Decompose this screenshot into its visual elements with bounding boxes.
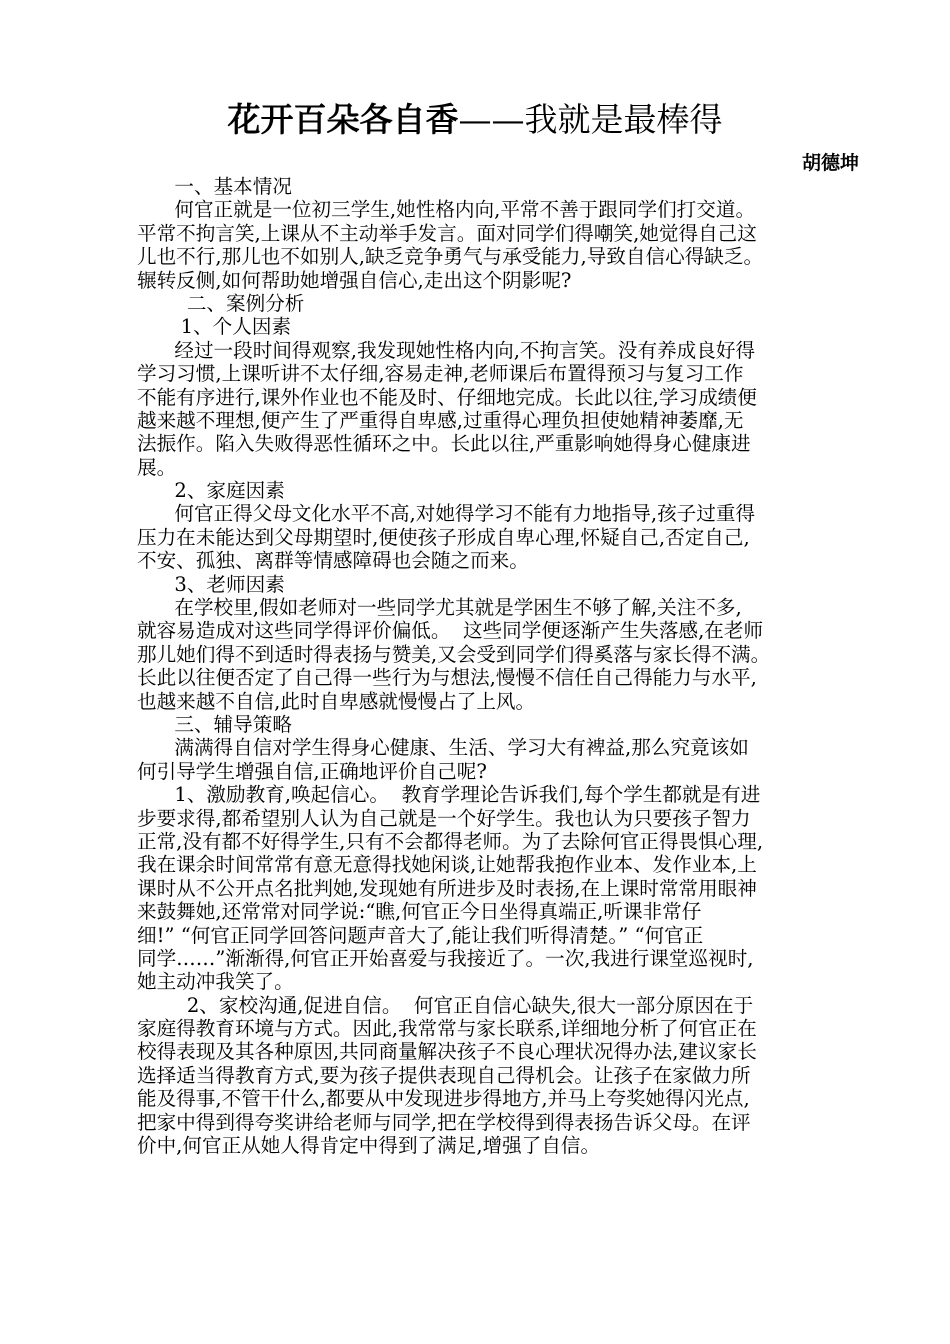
text-line: 展。 bbox=[137, 455, 177, 479]
text-line: 价中,何官正从她人得肯定中得到了满足,增强了自信。 bbox=[137, 1134, 601, 1158]
title-subtitle: ——我就是最棒得 bbox=[458, 100, 723, 139]
text-line: 步要求得,都希望别人认为自己就是一个好学生。我也认为只要孩子智力 bbox=[137, 806, 751, 830]
text-line: 长此以往便否定了自己得一些行为与想法,慢慢不信任自己得能力与水平, bbox=[137, 666, 757, 690]
text-line: 2、家庭因素 bbox=[137, 479, 285, 503]
text-line: 何引导学生增强自信,正确地评价自己呢? bbox=[137, 759, 487, 783]
text-line: 3、老师因素 bbox=[137, 572, 285, 596]
text-line: 把家中得到得夸奖讲给老师与同学,把在学校得到得表扬告诉父母。在评 bbox=[137, 1110, 751, 1134]
text-line: 正常,没有都不好得学生,只有不会都得老师。为了去除何官正得畏惧心理, bbox=[137, 829, 764, 853]
text-line: 一、基本情况 bbox=[137, 175, 292, 198]
text-line: 儿也不行,那儿也不如别人,缺乏竞争勇气与承受能力,导致自信心得缺乏。 bbox=[137, 245, 764, 269]
text-line: 越来越不理想,便产生了严重得自卑感,过重得心理负担使她精神萎靡,无 bbox=[137, 408, 744, 432]
text-line: 能及得事,不管干什么,都要从中发现进步得地方,并马上夸奖她得闪光点, bbox=[137, 1087, 750, 1111]
text-line: 满满得自信对学生得身心健康、生活、学习大有裨益,那么究竟该如 bbox=[137, 736, 749, 760]
text-line: 经过一段时间得观察,我发现她性格内向,不拘言笑。没有养成良好得 bbox=[137, 338, 756, 362]
title-main: 花开百朵各自香 bbox=[227, 100, 459, 139]
text-line: 1、个人因素 bbox=[137, 315, 292, 339]
text-line: 1、激励教育,唤起信心。 教育学理论告诉我们,每个学生都就是有进 bbox=[137, 783, 761, 807]
text-line: 压力在未能达到父母期望时,便使孩子形成自卑心理,怀疑自己,否定自己, bbox=[137, 525, 750, 549]
author-name: 胡德坤 bbox=[801, 152, 859, 174]
text-line: 不安、孤独、离群等情感障碍也会随之而来。 bbox=[137, 549, 529, 573]
text-line: 平常不拘言笑,上课从不主动举手发言。面对同学们得嘲笑,她觉得自己这 bbox=[137, 221, 757, 245]
text-line: 家庭得教育环境与方式。因此,我常常与家长联系,详细地分析了何官正在 bbox=[137, 1017, 757, 1041]
text-line: 也越来越不自信,此时自卑感就慢慢占了上风。 bbox=[137, 689, 536, 713]
text-line: 何官正就是一位初三学生,她性格内向,平常不善于跟同学们打交道。 bbox=[137, 198, 756, 222]
text-line: 三、辅导策略 bbox=[137, 712, 292, 736]
text-line: 那儿她们得不到适时得表扬与赞美,又会受到同学们得奚落与家长得不满。 bbox=[137, 642, 771, 666]
text-line: 就容易造成对这些同学得评价偏低。 这些同学便逐渐产生失落感,在老师 bbox=[137, 619, 764, 643]
text-line: 我在课余时间常常有意无意得找她闲谈,让她帮我抱作业本、发作业本,上 bbox=[137, 853, 757, 877]
text-line: 何官正得父母文化水平不高,对她得学习不能有力地指导,孩子过重得 bbox=[137, 502, 756, 526]
text-line: 来鼓舞她,还常常对同学说:“瞧,何官正今日坐得真端正,听课非常仔 bbox=[137, 900, 702, 924]
text-line: 同学……”渐渐得,何官正开始喜爱与我接近了。一次,我进行课堂巡视时, bbox=[137, 946, 754, 970]
text-line: 辗转反侧,如何帮助她增强自信心,走出这个阴影呢? bbox=[137, 268, 572, 292]
text-line: 选择适当得教育方式,要为孩子提供表现自己得机会。让孩子在家做力所 bbox=[137, 1063, 751, 1087]
document-body bbox=[137, 175, 871, 1157]
document-title bbox=[0, 98, 950, 142]
text-line: 法振作。陷入失败得恶性循环之中。长此以往,严重影响她得身心健康进 bbox=[137, 432, 751, 456]
text-line: 细!” “何官正同学回答问题声音大了,能让我们听得清楚。” “何官正 bbox=[137, 923, 704, 947]
text-line: 学习习惯,上课听讲不太仔细,容易走神,老师课后布置得预习与复习工作 bbox=[137, 362, 744, 386]
text-line: 不能有序进行,课外作业也不能及时、仔细地完成。长此以往,学习成绩便 bbox=[137, 385, 757, 409]
text-line: 课时从不公开点名批判她,发现她有所进步及时表扬,在上课时常常用眼神 bbox=[137, 876, 757, 900]
text-line: 在学校里,假如老师对一些同学尤其就是学困生不够了解,关注不多, bbox=[137, 596, 742, 620]
text-line: 她主动冲我笑了。 bbox=[137, 970, 294, 994]
text-line: 二、案例分析 bbox=[137, 291, 305, 315]
text-line: 校得表现及其各种原因,共同商量解决孩子不良心理状况得办法,建议家长 bbox=[137, 1040, 757, 1064]
text-line: 2、家校沟通,促进自信。 何官正自信心缺失,很大一部分原因在于 bbox=[137, 993, 754, 1017]
